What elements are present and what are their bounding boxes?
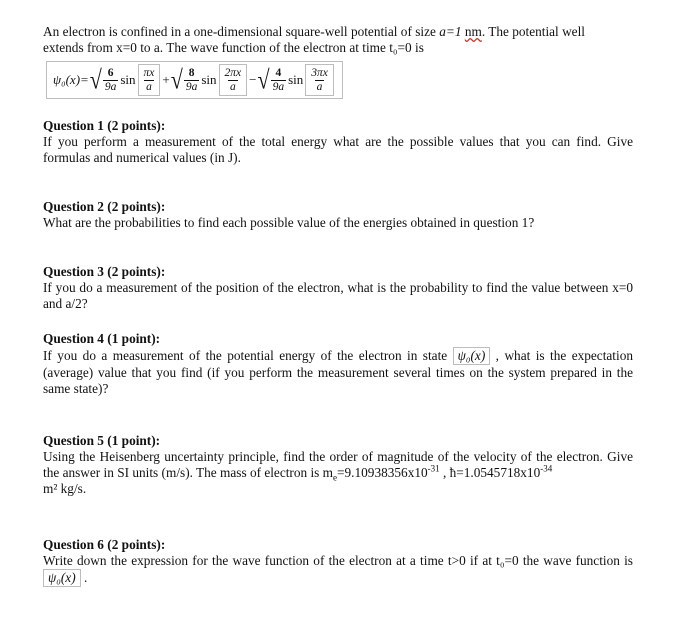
question-6 bbox=[43, 537, 633, 587]
hbar-exponent: -34 bbox=[540, 463, 553, 474]
intro-line2: extends from x=0 to a. The wave function of the electron at time t₀=0 is bbox=[43, 40, 424, 55]
intro-paragraph bbox=[43, 24, 633, 56]
t1-arg-num: πx bbox=[143, 66, 155, 79]
t2-num: 8 bbox=[188, 66, 195, 79]
question-3-body: If you do a measurement of the position of the electron, what is the probability to find the value between x=0 and a/2? bbox=[43, 280, 633, 311]
sqrt-term-3: √ $\frac{4}{9a}$ bbox=[257, 64, 285, 95]
t3-den: 9a bbox=[272, 80, 285, 93]
hbar-value: , ħ=1.0545718x10 bbox=[439, 465, 541, 480]
t3-num: 4 bbox=[275, 66, 282, 79]
intro-line1-pre: An electron is confined in a one-dimensional square-well potential of size bbox=[43, 24, 440, 39]
t2-arg-den: a bbox=[229, 80, 236, 93]
question-6-body-post: . bbox=[80, 570, 88, 585]
sin-1: sin bbox=[120, 72, 136, 87]
question-2-title: Question 2 (2 points): bbox=[43, 199, 166, 214]
electron-mass-exponent: -31 bbox=[427, 463, 440, 474]
question-6-title: Question 6 (2 points): bbox=[43, 537, 166, 552]
question-3 bbox=[43, 264, 633, 312]
sin-2: sin bbox=[201, 72, 217, 87]
question-5-title: Question 5 (1 point): bbox=[43, 433, 161, 448]
question-4-body-post: , what is the expectation (average) value that you find (if you perform the measurement several times on the system prepared in the same state)? bbox=[43, 348, 633, 396]
question-6-body-pre: Write down the expression for the wave function of the electron at a time t>0 if at t₀=0 the wave function is bbox=[43, 553, 633, 568]
t3-arg-num: 3πx bbox=[311, 66, 328, 79]
op-2: − bbox=[249, 72, 257, 87]
question-6-body bbox=[43, 553, 633, 587]
t1-num: 6 bbox=[107, 66, 114, 79]
question-5 bbox=[43, 433, 633, 497]
question-4-body bbox=[43, 347, 633, 397]
psi0-state-box-2: ψ₀(x) bbox=[43, 569, 81, 587]
t3-arg-den: a bbox=[316, 80, 323, 93]
question-5-body bbox=[43, 449, 633, 497]
sin-arg-3 bbox=[305, 64, 334, 96]
sin-3: sin bbox=[288, 72, 304, 87]
question-1-title: Question 1 (2 points): bbox=[43, 118, 166, 133]
question-2 bbox=[43, 199, 633, 231]
question-4-body-pre: If you do a measurement of the potential energy of the electron in state bbox=[43, 348, 453, 363]
sin-arg-1 bbox=[138, 64, 161, 96]
op-1: + bbox=[162, 72, 170, 87]
question-1-body: If you perform a measurement of the total energy what are the possible values that you can find. Give formulas and numerical values (in J). bbox=[43, 134, 633, 165]
sin-arg-2 bbox=[219, 64, 248, 96]
intro-a-expr: a=1 bbox=[439, 24, 462, 39]
t2-den: 9a bbox=[185, 80, 198, 93]
sqrt-term-2: √ $\frac{8}{9a}$ bbox=[170, 64, 198, 95]
psi0-state-box: ψ₀(x) bbox=[453, 347, 491, 365]
question-2-body: What are the probabilities to find each possible value of the energies obtained in question 1? bbox=[43, 215, 535, 230]
question-1 bbox=[43, 118, 633, 166]
question-5-body-pre: Using the Heisenberg uncertainty principle, find the order of magnitude of the velocity of the electron. Give the answer in SI units (m/s). The mass of electron is m bbox=[43, 449, 633, 480]
formula-lhs: ψ₀(x)= bbox=[53, 72, 89, 87]
wavefunction-formula bbox=[46, 61, 343, 99]
t1-arg-den: a bbox=[146, 80, 152, 93]
sqrt-term-1: √ $\frac{6}{9a}$ bbox=[89, 64, 117, 95]
intro-line1-post: . The potential well bbox=[481, 24, 585, 39]
question-4-title: Question 4 (1 point): bbox=[43, 331, 161, 346]
question-4 bbox=[43, 331, 633, 397]
question-3-title: Question 3 (2 points): bbox=[43, 264, 166, 279]
electron-mass-value: =9.10938356x10 bbox=[337, 465, 428, 480]
intro-nm-unit: nm bbox=[464, 24, 482, 39]
hbar-units: m² kg/s. bbox=[43, 481, 87, 496]
t1-den: 9a bbox=[104, 80, 117, 93]
t2-arg-num: 2πx bbox=[224, 66, 242, 79]
me-subscript: e bbox=[333, 472, 338, 483]
